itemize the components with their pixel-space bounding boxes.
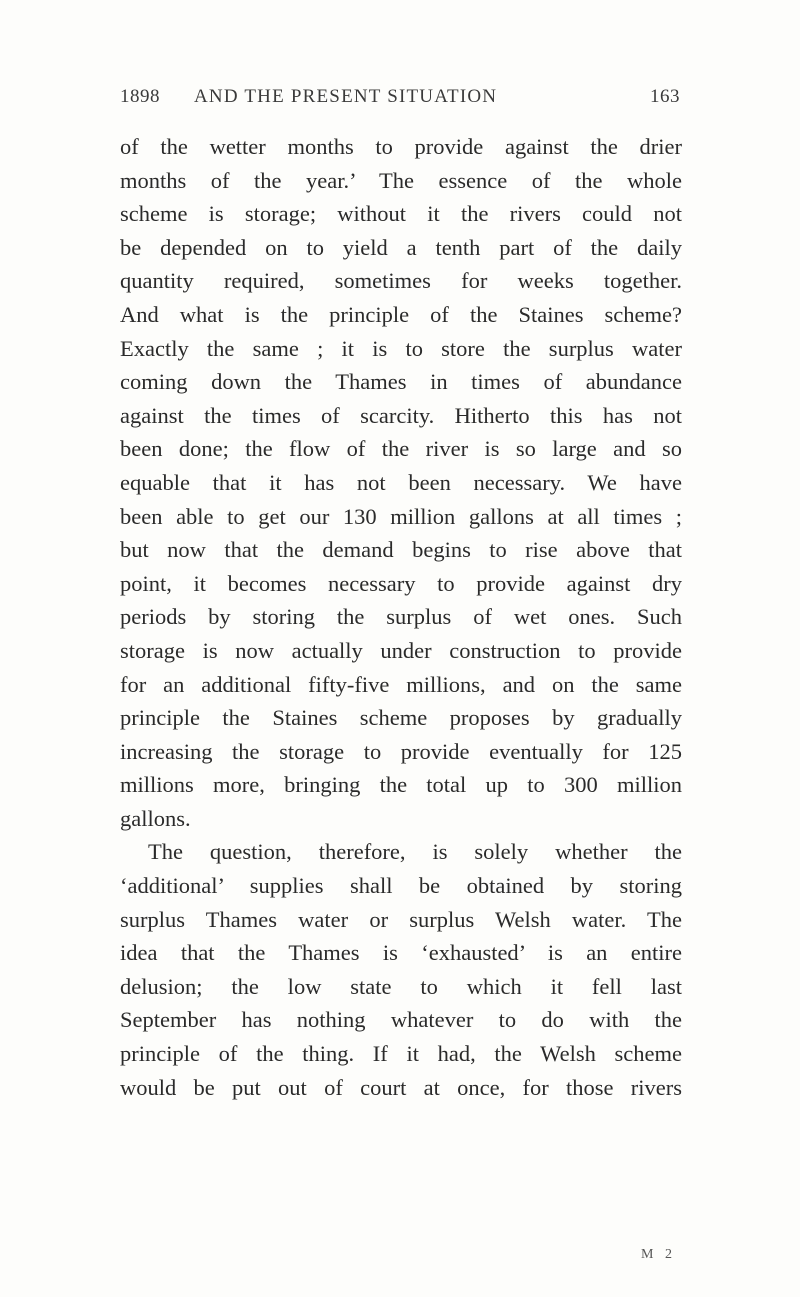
running-head-title: AND THE PRESENT SITUATION (194, 86, 498, 107)
text-line: delusion; the low state to which it fell last (120, 973, 682, 999)
text-line: scheme is storage; without it the rivers could not (120, 201, 682, 227)
text-line: been able to get our 130 million gallons at all times ; (120, 503, 682, 529)
paragraph-1 (120, 130, 682, 835)
page-number: 163 (650, 86, 680, 107)
text-line: quantity required, sometimes for weeks together. (120, 268, 682, 294)
text-line: would be put out of court at once, for those rivers (120, 1074, 682, 1100)
body-text (120, 130, 682, 1104)
text-line: of the wetter months to provide against the drier (120, 134, 682, 159)
signature-mark: M 2 (641, 1247, 676, 1262)
text-line: principle of the thing. If it had, the Welsh scheme (120, 1041, 682, 1067)
text-line: gallons. (120, 805, 191, 831)
text-line: The question, therefore, is solely whether the (148, 839, 682, 865)
text-line: months of the year.’ The essence of the whole (120, 167, 682, 193)
text-line: idea that the Thames is ‘exhausted’ is an entire (120, 940, 682, 966)
text-line: be depended on to yield a tenth part of the daily (120, 234, 682, 260)
text-line: point, it becomes necessary to provide against dry (120, 570, 682, 596)
running-head (120, 86, 680, 116)
text-line: been done; the flow of the river is so large and so (120, 436, 682, 462)
paragraph-2 (120, 835, 682, 1104)
text-line: increasing the storage to provide eventually for 125 (120, 738, 682, 764)
text-line: September has nothing whatever to do with the (120, 1007, 682, 1033)
text-line: but now that the demand begins to rise above that (120, 537, 682, 563)
text-line: And what is the principle of the Staines scheme? (120, 301, 682, 327)
text-line: surplus Thames water or surplus Welsh water. The (120, 906, 682, 932)
text-line: coming down the Thames in times of abundance (120, 369, 682, 395)
text-line: principle the Staines scheme proposes by gradually (120, 705, 682, 731)
running-head-year: 1898 (120, 86, 160, 107)
text-line: against the times of scarcity. Hitherto this has not (120, 402, 682, 428)
text-line: Exactly the same ; it is to store the surplus water (120, 335, 682, 361)
text-line: millions more, bringing the total up to 300 million (120, 772, 682, 798)
text-line: for an additional fifty-five millions, and on the same (120, 671, 682, 697)
text-line: ‘additional’ supplies shall be obtained by storing (120, 873, 682, 899)
text-line: periods by storing the surplus of wet ones. Such (120, 604, 682, 630)
text-line: storage is now actually under construction to provide (120, 637, 682, 663)
text-line: equable that it has not been necessary. We have (120, 469, 682, 495)
